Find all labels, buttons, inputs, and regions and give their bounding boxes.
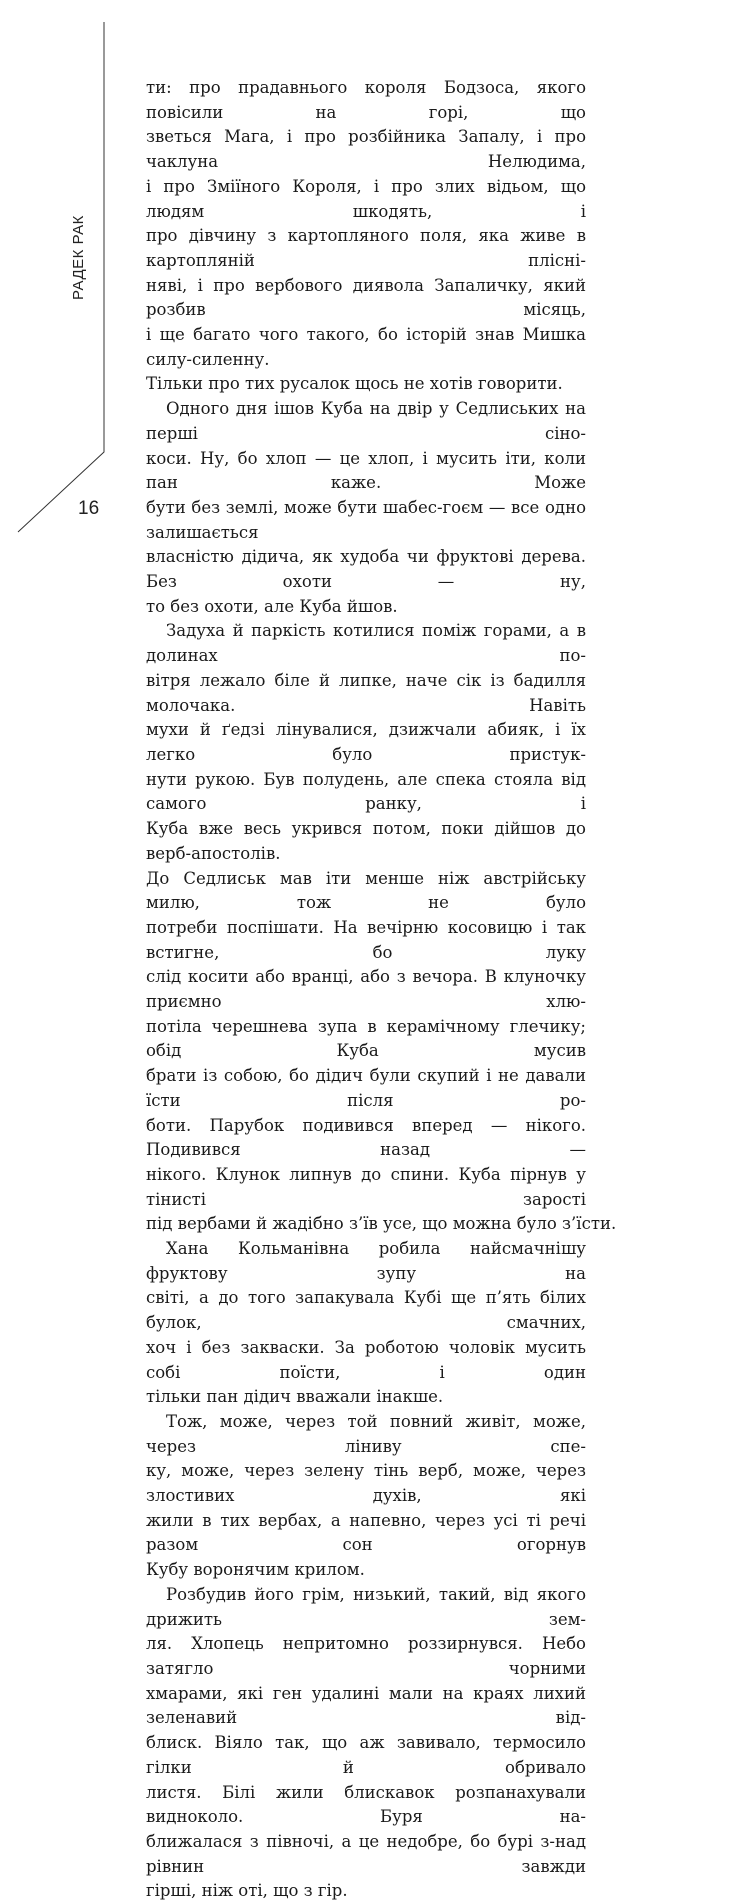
- text-line: Тож, може, через той повний живіт, може, через ліниву спе-: [146, 1411, 586, 1456]
- paragraph: [146, 1237, 586, 1410]
- margin-rule-line: [18, 22, 104, 532]
- text-line: Тільки про тих русалок щось не хотів говорити.: [146, 374, 563, 394]
- text-line: брати із собою, бо дідич були скупий і не давали їсти після ро-: [146, 1066, 586, 1110]
- text-line: жили в тих вербах, а напевно, через усі ті речі разом сон огорнув: [146, 1510, 586, 1555]
- text-line: і про Зміїного Короля, і про злих відьом, що людям шкодять, і: [146, 176, 586, 221]
- text-line: ля. Хлопець непритомно роззирнувся. Небо затягло чорними: [146, 1634, 586, 1678]
- text-line: ку, може, через зелену тінь верб, може, через злостивих духів, які: [146, 1461, 586, 1506]
- text-line: мухи й ґедзі лінувалися, дзижчали абияк, і їх легко було пристук-: [146, 720, 586, 764]
- paragraph: [146, 1410, 586, 1583]
- paragraph: [146, 619, 617, 1237]
- text-line: потіла черешнева зупа в керамічному глечику; обід Куба мусив: [146, 1016, 586, 1061]
- text-line: слід косити або вранці, або з вечора. В клуночку приємно хлю-: [146, 967, 586, 1012]
- text-line: про дівчину з картопляного поля, яка живе в картопляній плісні-: [146, 226, 586, 270]
- paragraph: [146, 76, 586, 397]
- page-number: 16: [78, 498, 100, 519]
- text-line: світі, а до того запакувала Кубі ще п’ять білих булок, смачних,: [146, 1288, 586, 1333]
- text-line: гірші, ніж оті, що з гір.: [146, 1881, 348, 1901]
- text-line: потреби поспішати. На вечірню косовицю і так встигне, бо луку: [146, 917, 586, 962]
- text-line: няві, і про вербового диявола Запаличку, який розбив місяць,: [146, 275, 586, 320]
- text-line: хоч і без закваски. За роботою чоловік мусить собі поїсти, і один: [146, 1337, 586, 1382]
- text-line: тільки пан дідич вважали інакше.: [146, 1387, 444, 1407]
- paragraph: [146, 1583, 586, 1904]
- text-line: Куба вже весь укрився потом, поки дійшов до верб-апостолів.: [146, 819, 586, 863]
- text-line: ти: про прадавнього короля Бодзоса, якого повісили на горі, що: [146, 78, 586, 122]
- text-line: власністю дідича, як худоба чи фруктові дерева. Без охоти — ну,: [146, 547, 586, 592]
- text-line: під вербами й жадібно з’їв усе, що можна було з’їсти.: [146, 1214, 617, 1234]
- text-line: хмарами, які ген удалині мали на краях лихий зеленавий від-: [146, 1683, 586, 1728]
- text-line: нікого. Клунок липнув до спини. Куба пірнув у тінисті зарості: [146, 1164, 586, 1209]
- text-line: Задуха й паркість котилися поміж горами, а в долинах по-: [146, 621, 586, 666]
- text-line: Одного дня ішов Куба на двір у Седлиських на перші сіно-: [146, 399, 586, 443]
- text-line: Розбудив його грім, низький, такий, від якого дрижить зем-: [146, 1584, 586, 1629]
- text-line: то без охоти, але Куба йшов.: [146, 596, 398, 616]
- body-text: [146, 76, 617, 1904]
- paragraph: [146, 397, 586, 619]
- text-line: листя. Білі жили блискавок розпанахували видноколо. Буря на-: [146, 1782, 586, 1827]
- text-line: блиск. Віяло так, що аж завивало, термосило гілки й обривало: [146, 1733, 586, 1777]
- text-line: коси. Ну, бо хлоп — це хлоп, і мусить іти, коли пан каже. Може: [146, 448, 586, 493]
- margin-rule: [0, 0, 120, 560]
- text-line: Кубу воронячим крилом.: [146, 1560, 365, 1580]
- text-line: боти. Парубок подивився вперед — нікого. Подивився назад —: [146, 1115, 586, 1160]
- text-line: ближалася з півночі, а це недобре, бо бурі з-над рівнин завжди: [146, 1831, 586, 1876]
- text-line: вітря лежало біле й липке, наче сік із бадилля молочака. Навіть: [146, 670, 586, 715]
- text-line: і ще багато чого такого, бо історій знав Мишка силу-силенну.: [146, 325, 586, 369]
- text-line: Хана Кольманівна робила найсмачнішу фруктову зупу на: [146, 1239, 586, 1283]
- text-line: бути без землі, може бути шабес-гоєм — все одно залишається: [146, 497, 586, 542]
- running-head: РАДЕК РАК: [70, 215, 87, 300]
- text-line: зветься Мага, і про розбійника Запалу, і про чаклуна Нелюдима,: [146, 127, 586, 172]
- text-line: До Седлиськ мав іти менше ніж австрійську милю, тож не було: [146, 868, 586, 913]
- text-line: нути рукою. Був полудень, але спека стояла від самого ранку, і: [146, 769, 586, 814]
